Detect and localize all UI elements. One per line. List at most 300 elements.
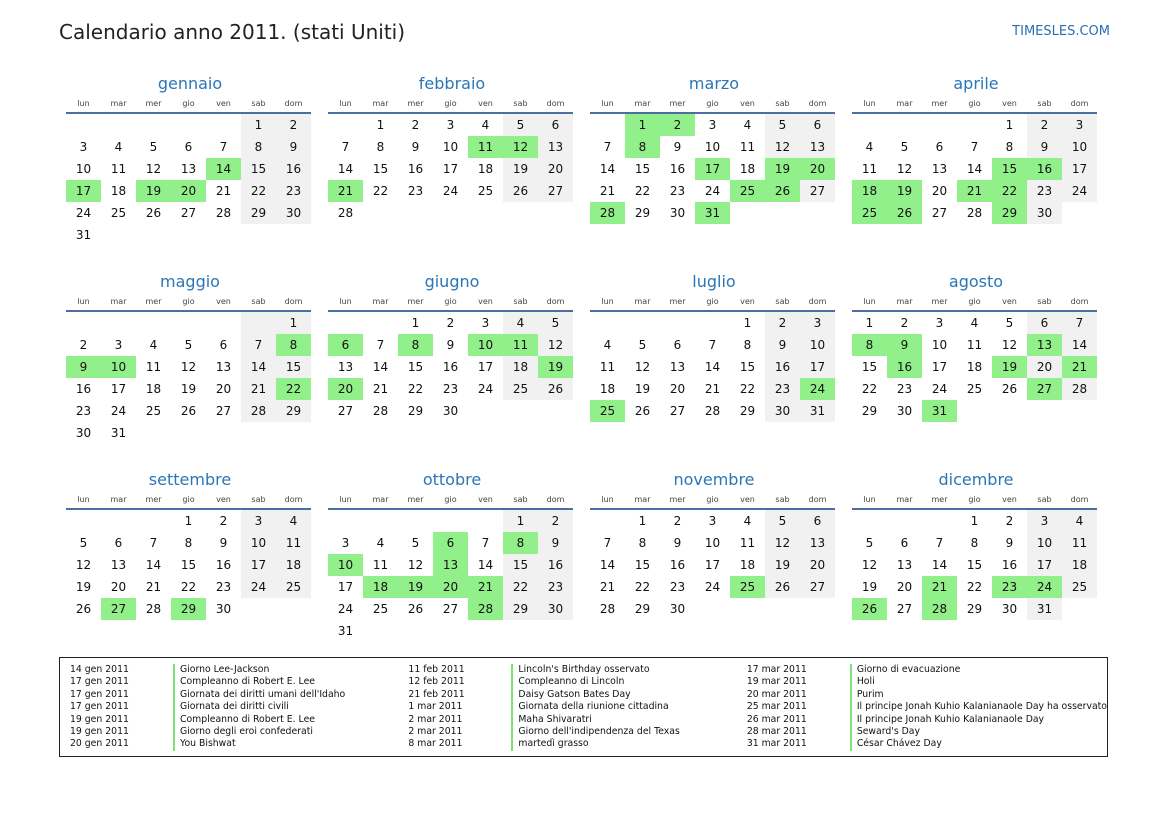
day-cell[interactable]: 27 — [180, 206, 197, 220]
day-cell[interactable]: 14 — [241, 356, 276, 378]
site-link[interactable]: TIMESLES.COM — [1012, 24, 1110, 39]
day-cell[interactable]: 24 — [1027, 576, 1062, 598]
day-cell[interactable]: 3 — [708, 514, 717, 528]
day-cell[interactable]: 21 — [599, 184, 616, 198]
day-cell[interactable]: 11 — [110, 162, 127, 176]
day-cell[interactable]: 18 — [145, 382, 162, 396]
day-cell[interactable]: 20 — [328, 378, 363, 400]
day-cell[interactable]: 21 — [922, 576, 957, 598]
day-cell[interactable]: 17 — [66, 180, 101, 202]
day-cell[interactable]: 25 — [852, 202, 887, 224]
day-cell[interactable]: 26 — [765, 576, 800, 598]
day-cell[interactable]: 10 — [328, 554, 363, 576]
day-cell[interactable]: 20 — [1027, 356, 1062, 378]
day-cell[interactable]: 23 — [538, 576, 573, 598]
day-cell[interactable]: 19 — [634, 382, 651, 396]
day-cell[interactable]: 16 — [669, 162, 686, 176]
day-cell[interactable]: 7 — [603, 536, 612, 550]
day-cell[interactable]: 11 — [966, 338, 983, 352]
day-cell[interactable]: 29 — [992, 202, 1027, 224]
day-cell[interactable]: 12 — [407, 558, 424, 572]
day-cell[interactable]: 8 — [743, 338, 752, 352]
day-cell[interactable]: 22 — [861, 382, 878, 396]
day-cell[interactable]: 27 — [215, 404, 232, 418]
day-cell[interactable]: 9 — [673, 536, 682, 550]
day-cell[interactable]: 29 — [407, 404, 424, 418]
day-cell[interactable]: 11 — [739, 140, 756, 154]
day-cell[interactable]: 20 — [171, 180, 206, 202]
day-cell[interactable]: 9 — [1027, 136, 1062, 158]
day-cell[interactable]: 30 — [669, 602, 686, 616]
day-cell[interactable]: 31 — [75, 228, 92, 242]
day-cell[interactable]: 8 — [376, 140, 385, 154]
day-cell[interactable]: 19 — [765, 554, 800, 576]
day-cell[interactable]: 8 — [241, 136, 276, 158]
day-cell[interactable]: 13 — [896, 558, 913, 572]
day-cell[interactable]: 28 — [704, 404, 721, 418]
day-cell[interactable]: 8 — [276, 334, 311, 356]
day-cell[interactable]: 28 — [468, 598, 503, 620]
day-cell[interactable]: 27 — [896, 602, 913, 616]
day-cell[interactable]: 20 — [538, 158, 573, 180]
day-cell[interactable]: 13 — [931, 162, 948, 176]
day-cell[interactable]: 2 — [79, 338, 88, 352]
day-cell[interactable]: 18 — [110, 184, 127, 198]
day-cell[interactable]: 19 — [398, 576, 433, 598]
day-cell[interactable]: 22 — [503, 576, 538, 598]
day-cell[interactable]: 16 — [407, 162, 424, 176]
day-cell[interactable]: 15 — [503, 554, 538, 576]
day-cell[interactable]: 25 — [590, 400, 625, 422]
day-cell[interactable]: 2 — [673, 514, 682, 528]
day-cell[interactable]: 6 — [184, 140, 193, 154]
day-cell[interactable]: 18 — [477, 162, 494, 176]
day-cell[interactable]: 14 — [931, 558, 948, 572]
day-cell[interactable]: 8 — [970, 536, 979, 550]
day-cell[interactable]: 29 — [739, 404, 756, 418]
day-cell[interactable]: 27 — [800, 576, 835, 598]
day-cell[interactable]: 8 — [638, 536, 647, 550]
day-cell[interactable]: 6 — [433, 532, 468, 554]
day-cell[interactable]: 18 — [363, 576, 398, 598]
day-cell[interactable]: 2 — [900, 316, 909, 330]
day-cell[interactable]: 30 — [1027, 202, 1062, 224]
day-cell[interactable]: 24 — [241, 576, 276, 598]
day-cell[interactable]: 27 — [800, 180, 835, 202]
day-cell[interactable]: 8 — [398, 334, 433, 356]
day-cell[interactable]: 17 — [110, 382, 127, 396]
day-cell[interactable]: 12 — [503, 136, 538, 158]
day-cell[interactable]: 10 — [75, 162, 92, 176]
day-cell[interactable]: 4 — [603, 338, 612, 352]
day-cell[interactable]: 27 — [337, 404, 354, 418]
day-cell[interactable]: 25 — [477, 184, 494, 198]
day-cell[interactable]: 12 — [896, 162, 913, 176]
day-cell[interactable]: 1 — [184, 514, 193, 528]
day-cell[interactable]: 17 — [800, 356, 835, 378]
day-cell[interactable]: 30 — [669, 206, 686, 220]
day-cell[interactable]: 1 — [625, 113, 660, 136]
day-cell[interactable]: 2 — [446, 316, 455, 330]
day-cell[interactable]: 17 — [477, 360, 494, 374]
day-cell[interactable]: 29 — [634, 602, 651, 616]
day-cell[interactable]: 12 — [538, 334, 573, 356]
day-cell[interactable]: 20 — [800, 554, 835, 576]
day-cell[interactable]: 12 — [180, 360, 197, 374]
day-cell[interactable]: 5 — [900, 140, 909, 154]
day-cell[interactable]: 10 — [800, 334, 835, 356]
day-cell[interactable]: 23 — [896, 382, 913, 396]
day-cell[interactable]: 8 — [852, 334, 887, 356]
day-cell[interactable]: 27 — [1027, 378, 1062, 400]
day-cell[interactable]: 5 — [638, 338, 647, 352]
day-cell[interactable]: 7 — [935, 536, 944, 550]
day-cell[interactable]: 4 — [1062, 509, 1097, 532]
day-cell[interactable]: 17 — [695, 158, 730, 180]
day-cell[interactable]: 21 — [704, 382, 721, 396]
day-cell[interactable]: 29 — [241, 202, 276, 224]
day-cell[interactable]: 21 — [957, 180, 992, 202]
day-cell[interactable]: 10 — [101, 356, 136, 378]
day-cell[interactable]: 22 — [634, 580, 651, 594]
day-cell[interactable]: 2 — [411, 118, 420, 132]
day-cell[interactable]: 31 — [110, 426, 127, 440]
day-cell[interactable]: 31 — [922, 400, 957, 422]
day-cell[interactable]: 15 — [992, 158, 1027, 180]
day-cell[interactable]: 22 — [966, 580, 983, 594]
day-cell[interactable]: 25 — [276, 576, 311, 598]
day-cell[interactable]: 24 — [442, 184, 459, 198]
day-cell[interactable]: 24 — [800, 378, 835, 400]
day-cell[interactable]: 26 — [887, 202, 922, 224]
day-cell[interactable]: 6 — [800, 113, 835, 136]
day-cell[interactable]: 6 — [800, 509, 835, 532]
day-cell[interactable]: 9 — [66, 356, 101, 378]
day-cell[interactable]: 30 — [538, 598, 573, 620]
day-cell[interactable]: 7 — [149, 536, 158, 550]
day-cell[interactable]: 18 — [276, 554, 311, 576]
day-cell[interactable]: 4 — [149, 338, 158, 352]
day-cell[interactable]: 16 — [442, 360, 459, 374]
day-cell[interactable]: 4 — [970, 316, 979, 330]
day-cell[interactable]: 23 — [215, 580, 232, 594]
day-cell[interactable]: 5 — [503, 113, 538, 136]
day-cell[interactable]: 4 — [276, 509, 311, 532]
day-cell[interactable]: 24 — [931, 382, 948, 396]
day-cell[interactable]: 12 — [145, 162, 162, 176]
day-cell[interactable]: 31 — [1027, 598, 1062, 620]
day-cell[interactable]: 19 — [75, 580, 92, 594]
day-cell[interactable]: 6 — [673, 338, 682, 352]
day-cell[interactable]: 25 — [730, 180, 765, 202]
day-cell[interactable]: 21 — [1062, 356, 1097, 378]
day-cell[interactable]: 25 — [730, 576, 765, 598]
day-cell[interactable]: 30 — [896, 404, 913, 418]
day-cell[interactable]: 17 — [442, 162, 459, 176]
day-cell[interactable]: 11 — [468, 136, 503, 158]
day-cell[interactable]: 7 — [219, 140, 228, 154]
day-cell[interactable]: 10 — [931, 338, 948, 352]
day-cell[interactable]: 1 — [276, 311, 311, 334]
day-cell[interactable]: 20 — [433, 576, 468, 598]
day-cell[interactable]: 15 — [241, 158, 276, 180]
day-cell[interactable]: 4 — [743, 118, 752, 132]
day-cell[interactable]: 14 — [966, 162, 983, 176]
day-cell[interactable]: 30 — [215, 602, 232, 616]
day-cell[interactable]: 8 — [503, 532, 538, 554]
day-cell[interactable]: 18 — [966, 360, 983, 374]
day-cell[interactable]: 22 — [276, 378, 311, 400]
day-cell[interactable]: 9 — [219, 536, 228, 550]
day-cell[interactable]: 13 — [215, 360, 232, 374]
day-cell[interactable]: 12 — [765, 136, 800, 158]
day-cell[interactable]: 8 — [184, 536, 193, 550]
day-cell[interactable]: 22 — [407, 382, 424, 396]
day-cell[interactable]: 27 — [442, 602, 459, 616]
day-cell[interactable]: 13 — [337, 360, 354, 374]
day-cell[interactable]: 14 — [704, 360, 721, 374]
day-cell[interactable]: 7 — [970, 140, 979, 154]
day-cell[interactable]: 8 — [1005, 140, 1014, 154]
day-cell[interactable]: 16 — [215, 558, 232, 572]
day-cell[interactable]: 1 — [503, 509, 538, 532]
day-cell[interactable]: 15 — [966, 558, 983, 572]
day-cell[interactable]: 19 — [861, 580, 878, 594]
day-cell[interactable]: 5 — [1005, 316, 1014, 330]
day-cell[interactable]: 16 — [669, 558, 686, 572]
day-cell[interactable]: 13 — [669, 360, 686, 374]
day-cell[interactable]: 25 — [372, 602, 389, 616]
day-cell[interactable]: 13 — [800, 136, 835, 158]
day-cell[interactable]: 5 — [149, 140, 158, 154]
day-cell[interactable]: 3 — [708, 118, 717, 132]
day-cell[interactable]: 16 — [765, 356, 800, 378]
day-cell[interactable]: 13 — [433, 554, 468, 576]
day-cell[interactable]: 14 — [477, 558, 494, 572]
day-cell[interactable]: 29 — [171, 598, 206, 620]
day-cell[interactable]: 29 — [503, 598, 538, 620]
day-cell[interactable]: 5 — [184, 338, 193, 352]
day-cell[interactable]: 31 — [695, 202, 730, 224]
day-cell[interactable]: 28 — [966, 206, 983, 220]
day-cell[interactable]: 6 — [219, 338, 228, 352]
day-cell[interactable]: 25 — [1062, 576, 1097, 598]
day-cell[interactable]: 20 — [896, 580, 913, 594]
day-cell[interactable]: 30 — [765, 400, 800, 422]
day-cell[interactable]: 18 — [1062, 554, 1097, 576]
day-cell[interactable]: 14 — [145, 558, 162, 572]
day-cell[interactable]: 15 — [180, 558, 197, 572]
day-cell[interactable]: 11 — [372, 558, 389, 572]
day-cell[interactable]: 7 — [341, 140, 350, 154]
day-cell[interactable]: 14 — [206, 158, 241, 180]
day-cell[interactable]: 8 — [625, 136, 660, 158]
day-cell[interactable]: 7 — [481, 536, 490, 550]
day-cell[interactable]: 26 — [503, 180, 538, 202]
day-cell[interactable]: 23 — [669, 184, 686, 198]
day-cell[interactable]: 1 — [376, 118, 385, 132]
day-cell[interactable]: 9 — [538, 532, 573, 554]
day-cell[interactable]: 14 — [1062, 334, 1097, 356]
day-cell[interactable]: 1 — [638, 514, 647, 528]
day-cell[interactable]: 20 — [669, 382, 686, 396]
day-cell[interactable]: 12 — [765, 532, 800, 554]
day-cell[interactable]: 15 — [634, 162, 651, 176]
day-cell[interactable]: 28 — [590, 202, 625, 224]
day-cell[interactable]: 17 — [704, 558, 721, 572]
day-cell[interactable]: 5 — [538, 311, 573, 334]
day-cell[interactable]: 28 — [372, 404, 389, 418]
day-cell[interactable]: 16 — [276, 158, 311, 180]
day-cell[interactable]: 17 — [241, 554, 276, 576]
day-cell[interactable]: 21 — [599, 580, 616, 594]
day-cell[interactable]: 11 — [599, 360, 616, 374]
day-cell[interactable]: 23 — [407, 184, 424, 198]
day-cell[interactable]: 28 — [215, 206, 232, 220]
day-cell[interactable]: 3 — [1027, 509, 1062, 532]
day-cell[interactable]: 30 — [1001, 602, 1018, 616]
day-cell[interactable]: 22 — [372, 184, 389, 198]
day-cell[interactable]: 1 — [970, 514, 979, 528]
day-cell[interactable]: 21 — [145, 580, 162, 594]
day-cell[interactable]: 16 — [1001, 558, 1018, 572]
day-cell[interactable]: 4 — [503, 311, 538, 334]
day-cell[interactable]: 3 — [935, 316, 944, 330]
day-cell[interactable]: 21 — [468, 576, 503, 598]
day-cell[interactable]: 17 — [1062, 158, 1097, 180]
day-cell[interactable]: 20 — [110, 580, 127, 594]
day-cell[interactable]: 7 — [1062, 311, 1097, 334]
day-cell[interactable]: 5 — [79, 536, 88, 550]
day-cell[interactable]: 21 — [372, 382, 389, 396]
day-cell[interactable]: 31 — [800, 400, 835, 422]
day-cell[interactable]: 2 — [660, 113, 695, 136]
day-cell[interactable]: 24 — [704, 184, 721, 198]
day-cell[interactable]: 28 — [1062, 378, 1097, 400]
day-cell[interactable]: 1 — [1005, 118, 1014, 132]
day-cell[interactable]: 19 — [503, 158, 538, 180]
day-cell[interactable]: 15 — [407, 360, 424, 374]
day-cell[interactable]: 14 — [372, 360, 389, 374]
day-cell[interactable]: 25 — [110, 206, 127, 220]
day-cell[interactable]: 2 — [538, 509, 573, 532]
day-cell[interactable]: 13 — [538, 136, 573, 158]
day-cell[interactable]: 10 — [704, 536, 721, 550]
day-cell[interactable]: 23 — [442, 382, 459, 396]
day-cell[interactable]: 19 — [180, 382, 197, 396]
day-cell[interactable]: 26 — [852, 598, 887, 620]
day-cell[interactable]: 18 — [739, 162, 756, 176]
day-cell[interactable]: 7 — [376, 338, 385, 352]
day-cell[interactable]: 19 — [538, 356, 573, 378]
day-cell[interactable]: 15 — [739, 360, 756, 374]
day-cell[interactable]: 4 — [743, 514, 752, 528]
day-cell[interactable]: 23 — [1027, 180, 1062, 202]
day-cell[interactable]: 24 — [75, 206, 92, 220]
day-cell[interactable]: 22 — [739, 382, 756, 396]
day-cell[interactable]: 11 — [503, 334, 538, 356]
day-cell[interactable]: 26 — [634, 404, 651, 418]
day-cell[interactable]: 17 — [931, 360, 948, 374]
day-cell[interactable]: 23 — [276, 180, 311, 202]
day-cell[interactable]: 26 — [75, 602, 92, 616]
day-cell[interactable]: 7 — [708, 338, 717, 352]
day-cell[interactable]: 26 — [145, 206, 162, 220]
day-cell[interactable]: 3 — [446, 118, 455, 132]
day-cell[interactable]: 27 — [669, 404, 686, 418]
day-cell[interactable]: 23 — [992, 576, 1027, 598]
day-cell[interactable]: 16 — [1027, 158, 1062, 180]
day-cell[interactable]: 14 — [599, 558, 616, 572]
day-cell[interactable]: 18 — [852, 180, 887, 202]
day-cell[interactable]: 19 — [887, 180, 922, 202]
day-cell[interactable]: 11 — [861, 162, 878, 176]
day-cell[interactable]: 12 — [861, 558, 878, 572]
day-cell[interactable]: 19 — [992, 356, 1027, 378]
day-cell[interactable]: 5 — [865, 536, 874, 550]
day-cell[interactable]: 3 — [1062, 113, 1097, 136]
day-cell[interactable]: 13 — [800, 532, 835, 554]
day-cell[interactable]: 17 — [337, 580, 354, 594]
day-cell[interactable]: 4 — [865, 140, 874, 154]
day-cell[interactable]: 20 — [215, 382, 232, 396]
day-cell[interactable]: 6 — [328, 334, 363, 356]
day-cell[interactable]: 1 — [865, 316, 874, 330]
day-cell[interactable]: 6 — [935, 140, 944, 154]
day-cell[interactable]: 3 — [79, 140, 88, 154]
day-cell[interactable]: 21 — [215, 184, 232, 198]
day-cell[interactable]: 4 — [481, 118, 490, 132]
day-cell[interactable]: 10 — [241, 532, 276, 554]
day-cell[interactable]: 10 — [1027, 532, 1062, 554]
day-cell[interactable]: 10 — [704, 140, 721, 154]
day-cell[interactable]: 31 — [337, 624, 354, 638]
day-cell[interactable]: 23 — [765, 378, 800, 400]
day-cell[interactable]: 15 — [634, 558, 651, 572]
day-cell[interactable]: 16 — [887, 356, 922, 378]
day-cell[interactable]: 17 — [1027, 554, 1062, 576]
day-cell[interactable]: 1 — [241, 113, 276, 136]
day-cell[interactable]: 13 — [180, 162, 197, 176]
day-cell[interactable]: 10 — [468, 334, 503, 356]
day-cell[interactable]: 9 — [1005, 536, 1014, 550]
day-cell[interactable]: 27 — [538, 180, 573, 202]
day-cell[interactable]: 2 — [1027, 113, 1062, 136]
day-cell[interactable]: 18 — [739, 558, 756, 572]
day-cell[interactable]: 2 — [219, 514, 228, 528]
day-cell[interactable]: 5 — [765, 113, 800, 136]
day-cell[interactable]: 25 — [145, 404, 162, 418]
day-cell[interactable]: 28 — [241, 400, 276, 422]
day-cell[interactable]: 24 — [110, 404, 127, 418]
day-cell[interactable]: 24 — [337, 602, 354, 616]
day-cell[interactable]: 2 — [1005, 514, 1014, 528]
day-cell[interactable]: 7 — [603, 140, 612, 154]
day-cell[interactable]: 30 — [276, 202, 311, 224]
day-cell[interactable]: 15 — [861, 360, 878, 374]
day-cell[interactable]: 14 — [599, 162, 616, 176]
day-cell[interactable]: 9 — [446, 338, 455, 352]
day-cell[interactable]: 10 — [442, 140, 459, 154]
day-cell[interactable]: 18 — [599, 382, 616, 396]
day-cell[interactable]: 26 — [538, 378, 573, 400]
day-cell[interactable]: 26 — [407, 602, 424, 616]
day-cell[interactable]: 19 — [136, 180, 171, 202]
day-cell[interactable]: 22 — [634, 184, 651, 198]
day-cell[interactable]: 28 — [337, 206, 354, 220]
day-cell[interactable]: 13 — [1027, 334, 1062, 356]
day-cell[interactable]: 4 — [114, 140, 123, 154]
